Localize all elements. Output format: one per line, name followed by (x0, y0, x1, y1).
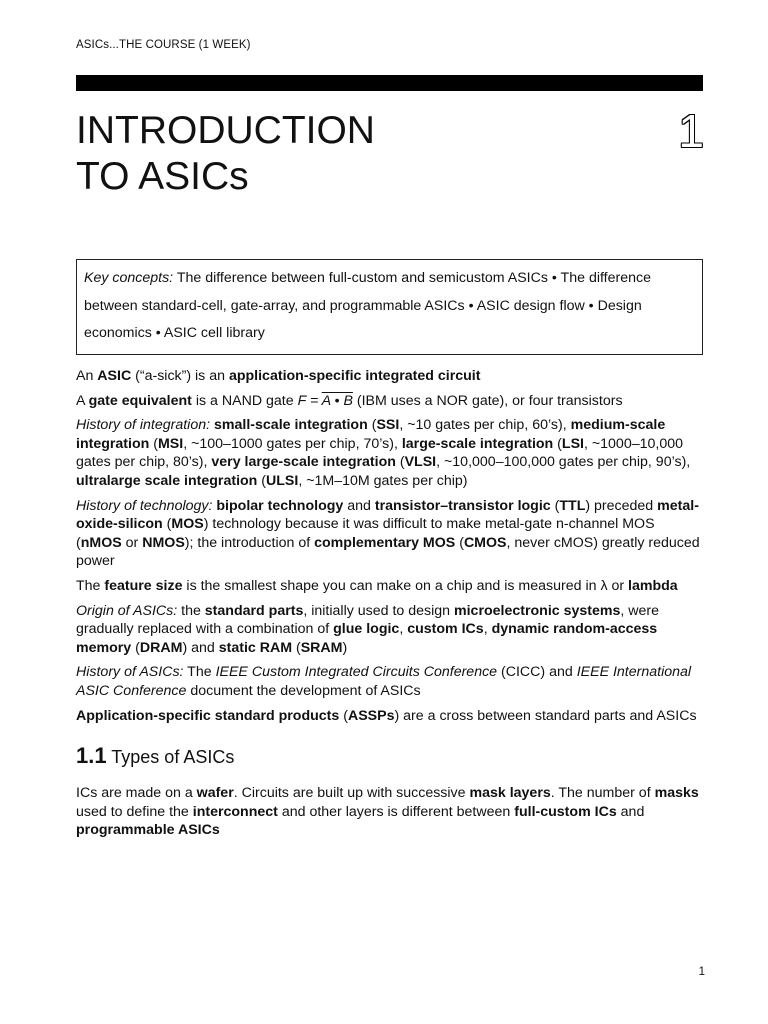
term: mask layers (469, 785, 551, 802)
term: dynamic random-access memory (76, 621, 658, 656)
term: DRAM (139, 639, 183, 656)
paragraph-feature-size (76, 577, 704, 596)
paragraph-wafer (76, 784, 704, 840)
term: very large-scale integration (211, 454, 396, 471)
term: full-custom ICs (514, 803, 617, 820)
text: , ~100–1000 gates per chip, 70’s), (183, 435, 402, 452)
term: TTL (559, 497, 586, 514)
paragraph-asic-definition (76, 367, 704, 386)
term: lambda (628, 577, 678, 594)
text: ( (395, 454, 405, 471)
text: ( (292, 639, 301, 656)
body-text (76, 367, 704, 846)
term: application-specific integrated circuit (228, 368, 481, 384)
term: interconnect (192, 803, 278, 820)
term: MSI (157, 435, 184, 452)
term: VLSI (404, 454, 437, 471)
text: ( (339, 707, 348, 724)
section-title: Types of ASICs (111, 747, 235, 768)
text: used to define the (76, 803, 193, 820)
text: The (183, 664, 216, 681)
term: bipolar technology (216, 497, 344, 514)
text: ( (367, 417, 377, 434)
text: and other layers is different between (277, 803, 515, 820)
term: ULSI (266, 472, 299, 489)
text: , never cMOS) greatly reduced power (76, 534, 700, 570)
term: NMOS (142, 534, 185, 551)
text: ) technology because it was difficult to make metal-gate n-channel MOS ( (76, 516, 655, 551)
header-rule (76, 75, 703, 91)
paragraph-history-of-technology (76, 497, 704, 571)
paragraph-history-of-asics (76, 663, 704, 700)
text: ( (162, 516, 172, 533)
text: ICs are made on a (76, 785, 197, 802)
term: static RAM (218, 639, 293, 656)
text: the (177, 602, 205, 619)
key-concepts-text: The difference between full-custom and semicustom ASICs • The difference between standard-cell, gate-array, and programmable ASICs • ASIC design flow • Design economics • ASIC cell library (84, 270, 651, 341)
text: ( (553, 435, 562, 452)
term: custom ICs (407, 621, 484, 638)
running-header: ASICs...THE COURSE (1 WEEK) (76, 39, 251, 51)
text: ( (131, 639, 140, 656)
term: masks (654, 785, 699, 802)
chapter-title-line-2: TO ASICs (76, 155, 249, 198)
term: ASIC (97, 368, 132, 384)
text: and (343, 497, 375, 514)
paragraph-origin-of-asics (76, 602, 704, 658)
term: SSI (376, 417, 400, 434)
formula-left: F = (297, 392, 322, 409)
term: ASSPs (347, 707, 395, 724)
text: , initially used to design (303, 602, 454, 619)
section-heading (76, 745, 704, 768)
chapter-title (76, 108, 375, 200)
paragraph-history-of-integration (76, 416, 704, 490)
text: (IBM uses a NOR gate), or four transistors (352, 392, 623, 409)
term: transistor–transistor logic (374, 497, 551, 514)
term: metal-oxide-silicon (76, 497, 699, 533)
term: medium-scale integration (76, 417, 666, 452)
text: , ~10 gates per chip, 60’s), (399, 417, 571, 434)
text: ); the introduction of (184, 534, 315, 551)
term: feature size (104, 577, 183, 594)
key-concepts-box (76, 259, 703, 355)
text: , (399, 621, 408, 638)
key-concepts-label: Key concepts: (84, 270, 174, 286)
text: , were gradually replaced with a combination of (76, 602, 660, 638)
formula (298, 393, 353, 409)
term: gate equivalent (88, 392, 192, 409)
paragraph-label: History of technology: (76, 497, 213, 514)
text: or (121, 534, 143, 551)
term: glue logic (333, 621, 400, 638)
text: and (616, 803, 645, 820)
paragraph-assp (76, 707, 704, 726)
text: . Circuits are built up with successive (233, 785, 470, 802)
term: nMOS (80, 534, 122, 551)
page-number: 1 (698, 966, 705, 978)
text: , ~1M–10M gates per chip) (298, 472, 468, 489)
text: ) preceded (585, 497, 658, 514)
text: ) and (182, 639, 219, 656)
text: , ~1000–10,000 gates per chip, 80’s), (76, 435, 683, 471)
paragraph-label: Origin of ASICs: (76, 602, 178, 619)
term: programmable ASICs (76, 822, 220, 839)
text: (CICC) and (497, 664, 577, 681)
term: wafer (196, 785, 234, 802)
text: is a NAND gate (191, 392, 298, 409)
text: is the smallest shape you can make on a chip and is measured in λ or (182, 577, 629, 594)
text: document the development of ASICs (186, 682, 421, 699)
text: , (483, 621, 492, 638)
section-number: 1.1 (76, 743, 107, 769)
text: ( (149, 435, 158, 452)
term: standard parts (204, 602, 304, 619)
term: SRAM (300, 639, 343, 656)
text: , ~10,000–100,000 gates per chip, 90’s), (436, 454, 691, 471)
text: ( (550, 497, 560, 514)
term: ultralarge scale integration (76, 472, 258, 489)
paragraph-label: History of integration: (76, 417, 211, 434)
term: microelectronic systems (454, 602, 621, 619)
text: A (76, 392, 89, 409)
chapter-title-line-1: INTRODUCTION (76, 109, 375, 152)
text: An (76, 368, 98, 384)
formula-overbar: A • B (321, 392, 353, 409)
text: ) are a cross between standard parts and ASICs (394, 707, 697, 724)
text: ) (342, 639, 348, 656)
paragraph-gate-equivalent (76, 392, 704, 411)
term: small-scale integration (214, 417, 368, 434)
term: complementary MOS (314, 534, 456, 551)
term: MOS (171, 516, 204, 533)
text: (“a-sick”) is an (131, 368, 229, 384)
text: . The number of (550, 785, 655, 802)
conference-name: IEEE Custom Integrated Circuits Conference (215, 664, 498, 681)
text: The (76, 577, 105, 594)
chapter-number: 1 (678, 105, 704, 157)
term: CMOS (463, 534, 507, 551)
text: ( (257, 472, 267, 489)
term: large-scale integration (401, 435, 554, 452)
term: LSI (561, 435, 584, 452)
conference-name: IEEE International ASIC Conference (76, 664, 692, 699)
paragraph-label: History of ASICs: (76, 664, 184, 681)
term: Application-specific standard products (76, 707, 340, 724)
text: ( (455, 534, 464, 551)
